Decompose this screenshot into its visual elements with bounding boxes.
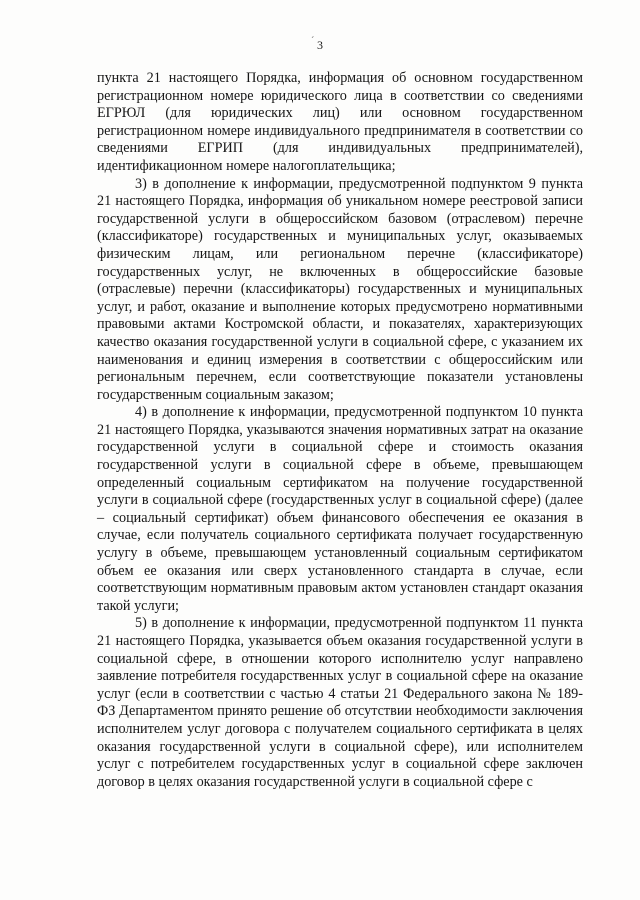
page-number: 3 [317, 38, 323, 52]
paragraph-item-4: 4) в дополнение к информации, предусмотренной подпунктом 10 пункта 21 настоящего Порядка, указываются значения нормативных затрат на оказание государственной услуги в социальной сфере и стоимость оказания государственной услуги в социальной сфере в объеме, превышающем определенный социальным сертификатом на получение государственной услуги в социальной сфере (государственных услуг в социальной сфере) (далее – социальный сертификат) объем финансового обеспечения ее оказания в случае, если получатель социального сертификата получает государственную услугу в объеме, превышающем установленный социальным сертификатом объем ее оказания или сверх установленного стандарта в случае, если соответствующим нормативным правовым актом установлен стандарт оказания такой услуги; [97, 404, 583, 614]
document-body [97, 70, 583, 791]
scan-mark: ´ [311, 36, 315, 47]
paragraph-continuation: пункта 21 настоящего Порядка, информация об основном государственном регистрационном номере юридического лица в соответствии со сведениями ЕГРЮЛ (для юридических лиц) или основном государственном регистрационном номере индивидуального предпринимателя в соответствии со сведениями ЕГРИП (для индивидуальных предпринимателей), идентификационном номере налогоплательщика; [97, 70, 583, 174]
paragraph-item-5: 5) в дополнение к информации, предусмотренной подпунктом 11 пункта 21 настоящего Порядка, указывается объем оказания государственной услуги в социальной сфере, в отношении которого исполнителю услуг направлено заявление потребителя государственных услуг в социальной сфере на оказание услуг (если в соответствии с частью 4 статьи 21 Федерального закона № 189-ФЗ Департаментом принято решение об отсутствии необходимости заключения исполнителем услуг договора с получателем социального сертификата в целях оказания государственной услуги в социальной сфере), или исполнителем услуг с потребителем государственных услуг в социальной сфере заключен договор в целях оказания государственной услуги в социальной сфере с [97, 615, 583, 790]
paragraph-item-3: 3) в дополнение к информации, предусмотренной подпунктом 9 пункта 21 настоящего Порядка, информация об уникальном номере реестровой записи государственной услуги в общероссийском базовом (отраслевом) перечне (классификаторе) государственных и муниципальных услуг, оказываемых физическим лицам, или региональном перечне (классификаторе) государственных услуг, не включенных в общероссийские базовые (отраслевые) перечни (классификаторы) государственных и муниципальных услуг, и работ, оказание и выполнение которых предусмотрено нормативными правовыми актами Костромской области, и показателях, характеризующих качество оказания государственной услуги в социальной сфере, с указанием их наименования и единиц измерения в соответствии с общероссийским или региональным перечнем, если соответствующие показатели установлены государственным социальным заказом; [97, 175, 583, 403]
